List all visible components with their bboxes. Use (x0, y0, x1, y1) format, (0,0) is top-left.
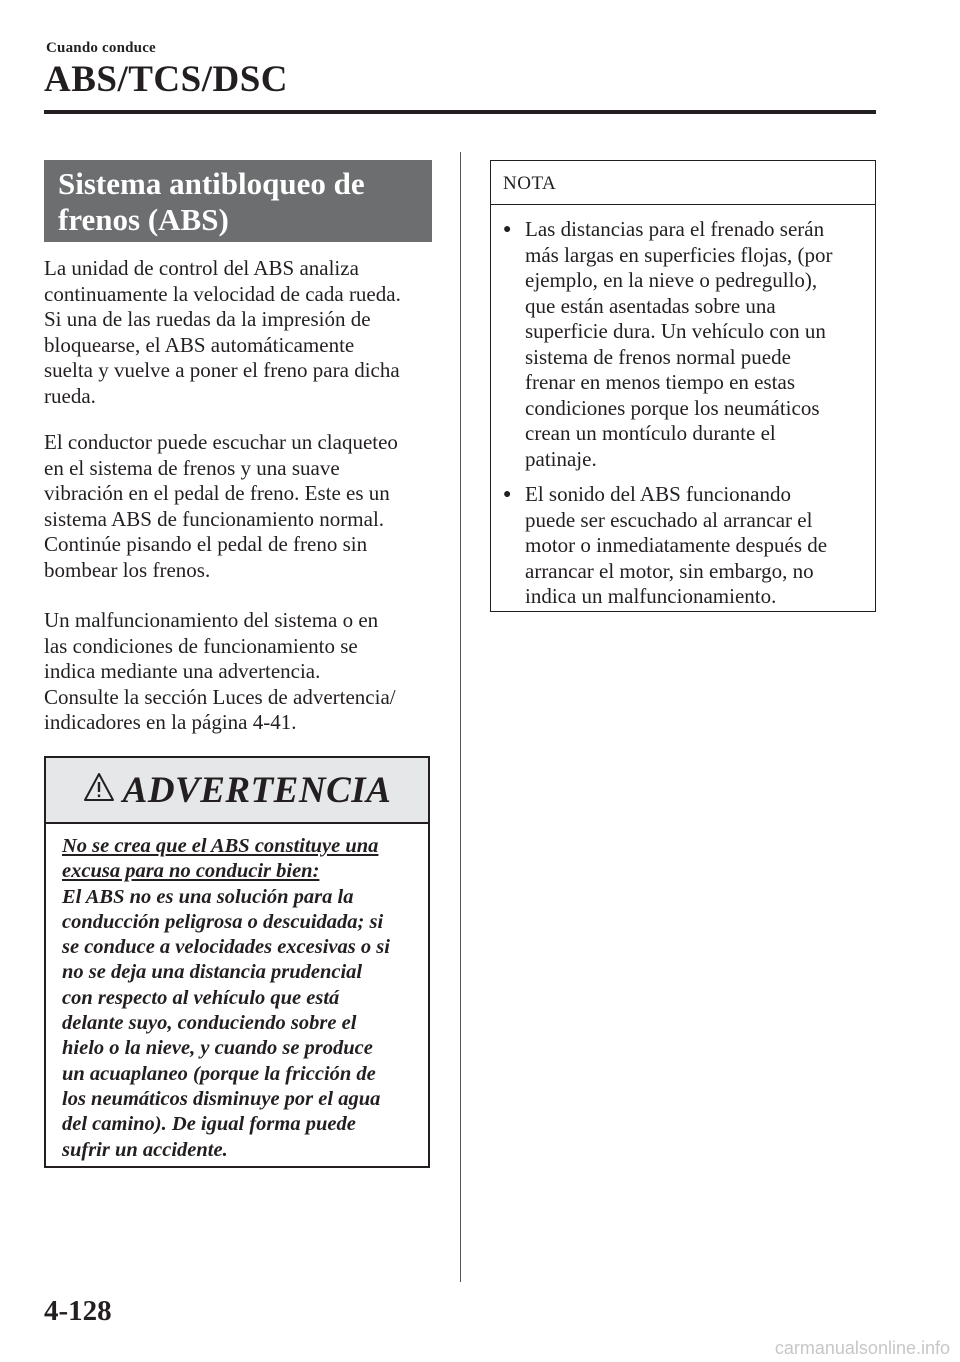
note-item-text: Las distancias para el frenado serán más largas en superficies flojas, (por ejemplo, en la nieve o pedregullo), que están asentadas sobre una superficie dura. Un vehículo con un sistema de frenos normal puede frenar en menos tiempo en estas condiciones porque los neumáticos crean un montículo durante el patinaje. (525, 217, 833, 471)
bullet-icon: ● (503, 487, 512, 502)
warning-triangle-icon (83, 772, 115, 802)
warning-body (46, 824, 428, 1163)
section-heading-text: Sistema antibloqueo de frenos (ABS) (58, 166, 365, 237)
note-title: NOTA (491, 161, 875, 205)
watermark: carmanualsonline.info (774, 1338, 950, 1358)
warning-title: ADVERTENCIA (122, 769, 392, 811)
note-item (503, 217, 867, 472)
note-item (503, 482, 867, 610)
column-divider (460, 152, 461, 1282)
section-heading (44, 160, 432, 242)
body-paragraph: La unidad de control del ABS analiza continuamente la velocidad de cada rueda. Si una de las ruedas da la impresión de bloquearse, el ABS automáticamente suelta y vuelve a poner el freno para dicha rueda. (44, 256, 401, 408)
note-list (491, 205, 875, 610)
warning-lead: No se crea que el ABS constituye una excusa para no conducir bien: (62, 835, 379, 883)
body-paragraph: Un malfuncionamiento del sistema o en las condiciones de funcionamiento se indica mediante una advertencia. Consulte la sección Luces de advertencia/ indicadores en la página 4-41. (44, 608, 396, 734)
page-title: ABS/TCS/DSC (44, 59, 289, 100)
warning-box (44, 756, 430, 1168)
section-kicker: Cuando conduce (46, 40, 156, 56)
page-number: 4-128 (44, 1295, 112, 1327)
warning-text: El ABS no es una solución para la conducción peligrosa o descuidada; si se conduce a velocidades excesivas o si no se deja una distancia prudencial con respecto al vehículo que está delante suyo, conduciendo sobre el hielo o la nieve, y cuando se produce un acuaplaneo (porque la fricción de los neumáticos disminuye por el agua del camino). De igual forma puede sufrir un accidente. (62, 885, 390, 1161)
header-divider (44, 110, 876, 114)
note-box (490, 160, 876, 612)
bullet-icon: ● (503, 222, 512, 237)
note-item-text: El sonido del ABS funcionando puede ser escuchado al arrancar el motor o inmediatamente después de arrancar el motor, sin embargo, no indica un malfuncionamiento. (525, 482, 828, 608)
body-paragraph: El conductor puede escuchar un claqueteo en el sistema de frenos y una suave vibración en el pedal de freno. Este es un sistema ABS de funcionamiento normal. Continúe pisando el pedal de freno sin bombear los frenos. (44, 430, 398, 582)
warning-header (46, 758, 428, 824)
